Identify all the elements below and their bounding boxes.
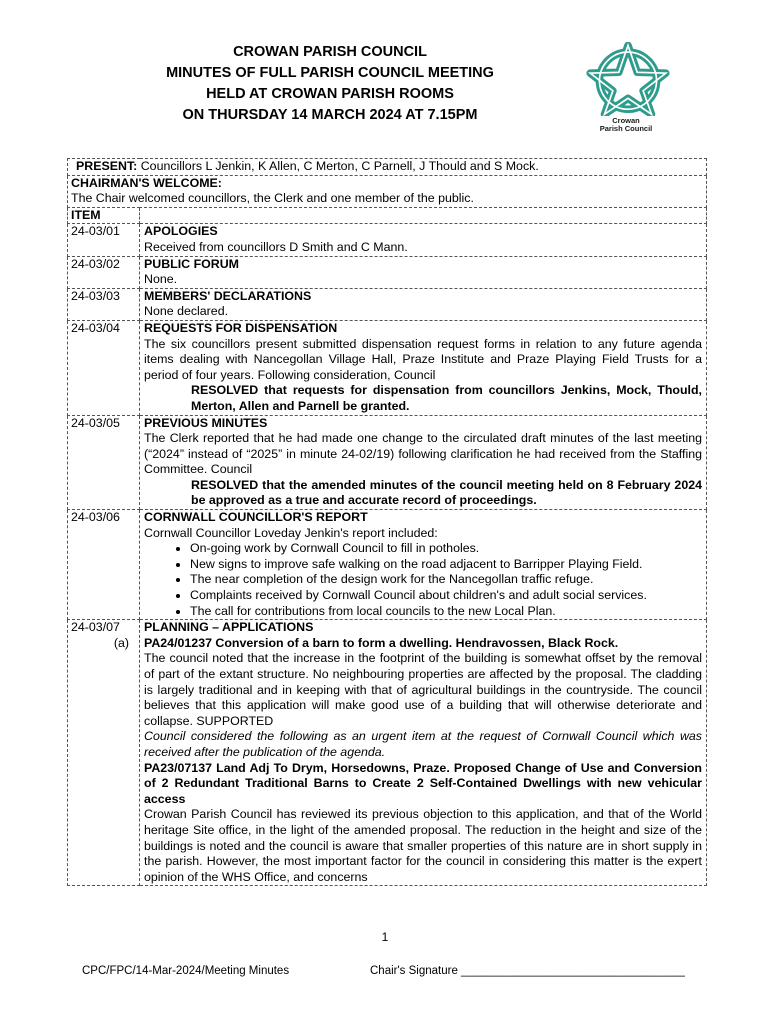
title-line-1: CROWAN PARISH COUNCIL: [233, 44, 427, 60]
minute-item: [68, 288, 707, 320]
item-number: 24-03/06: [68, 510, 140, 620]
minute-item: [68, 510, 707, 620]
item-number: 24-03/04: [68, 320, 140, 415]
resolution-text: RESOLVED that requests for dispensation from councillors Jenkins, Mock, Thould, Merton, Allen and Parnell be granted.: [191, 383, 702, 413]
title-line-4: ON THURSDAY 14 MARCH 2024 AT 7.15PM: [182, 107, 478, 123]
minute-item: [68, 415, 707, 510]
item-heading: PUBLIC FORUM: [144, 256, 239, 271]
item-heading: PREVIOUS MINUTES: [144, 415, 268, 430]
report-bullet-list: [144, 541, 702, 619]
item-heading: REQUESTS FOR DISPENSATION: [144, 320, 338, 335]
list-item: • Complaints received by Cornwall Council about children's and adult social services.: [190, 588, 702, 604]
title-line-3: HELD AT CROWAN PARISH ROOMS: [206, 86, 454, 102]
item-text: The Clerk reported that he had made one change to the circulated draft minutes of the last meeting (“2024” instead of “2025” in minute 24-02/19) following clarification he had received from the Staffing Committee. Council: [144, 431, 702, 477]
application-text: The council noted that the increase in the footprint of the building is somewhat offset by the removal of part of the extant structure. No neighbouring properties are affected by the proposal. The cladding is largely traditional and in keeping with that of agricultural buildings in the countryside. The council believes that this application will make good use of a building that will otherwise deteriorate and collapse. SUPPORTED: [144, 651, 702, 728]
document-reference: CPC/FPC/14-Mar-2024/Meeting Minutes: [82, 965, 290, 977]
list-item: • On-going work by Cornwall Council to fill in potholes.: [190, 541, 702, 557]
item-number: 24-03/01: [68, 224, 140, 256]
present-text: Councillors L Jenkin, K Allen, C Merton, C Parnell, J Thould and S Mock.: [137, 159, 539, 173]
item-text: None.: [144, 272, 178, 287]
welcome-text: The Chair welcomed councillors, the Clerk and one member of the public.: [71, 191, 474, 206]
resolution-text: RESOLVED that the amended minutes of the council meeting held on 8 February 2024 be approved as a true and accurate record of proceedings.: [191, 477, 702, 508]
item-number: 24-03/07: [71, 620, 120, 635]
list-item: • The call for contributions from local councils to the new Local Plan.: [190, 604, 702, 620]
list-item: • The near completion of the design work for the Nancegollan traffic refuge.: [190, 572, 702, 588]
application-text: Crowan Parish Council has reviewed its previous objection to this application, and that of the World heritage Site office, in the light of the amended proposal. The reduction in the height and size of the buildings is noted and the council is aware that smaller properties of this nature are in short supply in the parish. However, the most important factor for the council in considering this matter is the expert opinion of the WHS Office, and concerns: [144, 807, 702, 884]
item-text: None declared.: [144, 304, 229, 319]
page-number: 1: [381, 930, 389, 944]
item-heading: MEMBERS' DECLARATIONS: [144, 288, 312, 303]
minute-item: [68, 620, 707, 886]
minute-item: [68, 320, 707, 415]
application-title: PA23/07137 Land Adj To Drym, Horsedowns, Praze. Proposed Change of Use and Conversion of 2 Redundant Traditional Barns to Create 2 Self-Contained Dwellings with new vehicular access: [144, 760, 702, 806]
council-logo: [582, 42, 674, 133]
item-number: 24-03/05: [68, 415, 140, 510]
item-subsection: (a): [113, 635, 129, 650]
celtic-knot-star-icon: [586, 42, 670, 116]
minute-item: [68, 224, 707, 256]
item-heading: APOLOGIES: [144, 224, 218, 239]
item-heading: CORNWALL COUNCILLOR'S REPORT: [144, 510, 368, 525]
application-title: PA24/01237 Conversion of a barn to form a dwelling. Hendravossen, Black Rock.: [144, 635, 619, 650]
present-row: [68, 159, 707, 176]
item-header-row: [68, 207, 707, 224]
title-line-2: MINUTES OF FULL PARISH COUNCIL MEETING: [166, 65, 494, 81]
item-number: 24-03/03: [68, 288, 140, 320]
urgent-item-note: Council considered the following as an urgent item at the request of Cornwall Council which was received after the publication of the agenda.: [144, 729, 702, 759]
minutes-table: [67, 158, 707, 886]
item-text: The six councillors present submitted dispensation request forms in relation to any future agenda items dealing with Nancegollan Village Hall, Praze Institute and Praze Playing Field Trusts for a period of four years. Following consideration, Council: [144, 336, 702, 382]
welcome-row: [68, 175, 707, 207]
document-title: [60, 42, 600, 126]
welcome-heading: CHAIRMAN'S WELCOME:: [71, 175, 222, 190]
item-text: Cornwall Councillor Loveday Jenkin's report included:: [144, 525, 438, 540]
logo-text: Crowan Parish Council: [599, 116, 653, 133]
minute-item: [68, 256, 707, 288]
chair-signature-line: Chair's Signature ___________________________________: [370, 965, 685, 977]
item-column-header: ITEM: [68, 207, 140, 224]
item-number: 24-03/02: [68, 256, 140, 288]
present-label: PRESENT:: [76, 159, 138, 173]
item-text: Received from councillors D Smith and C Mann.: [144, 239, 408, 254]
list-item: • New signs to improve safe walking on the road adjacent to Barripper Playing Field.: [190, 557, 702, 573]
item-heading: PLANNING – APPLICATIONS: [144, 620, 314, 635]
